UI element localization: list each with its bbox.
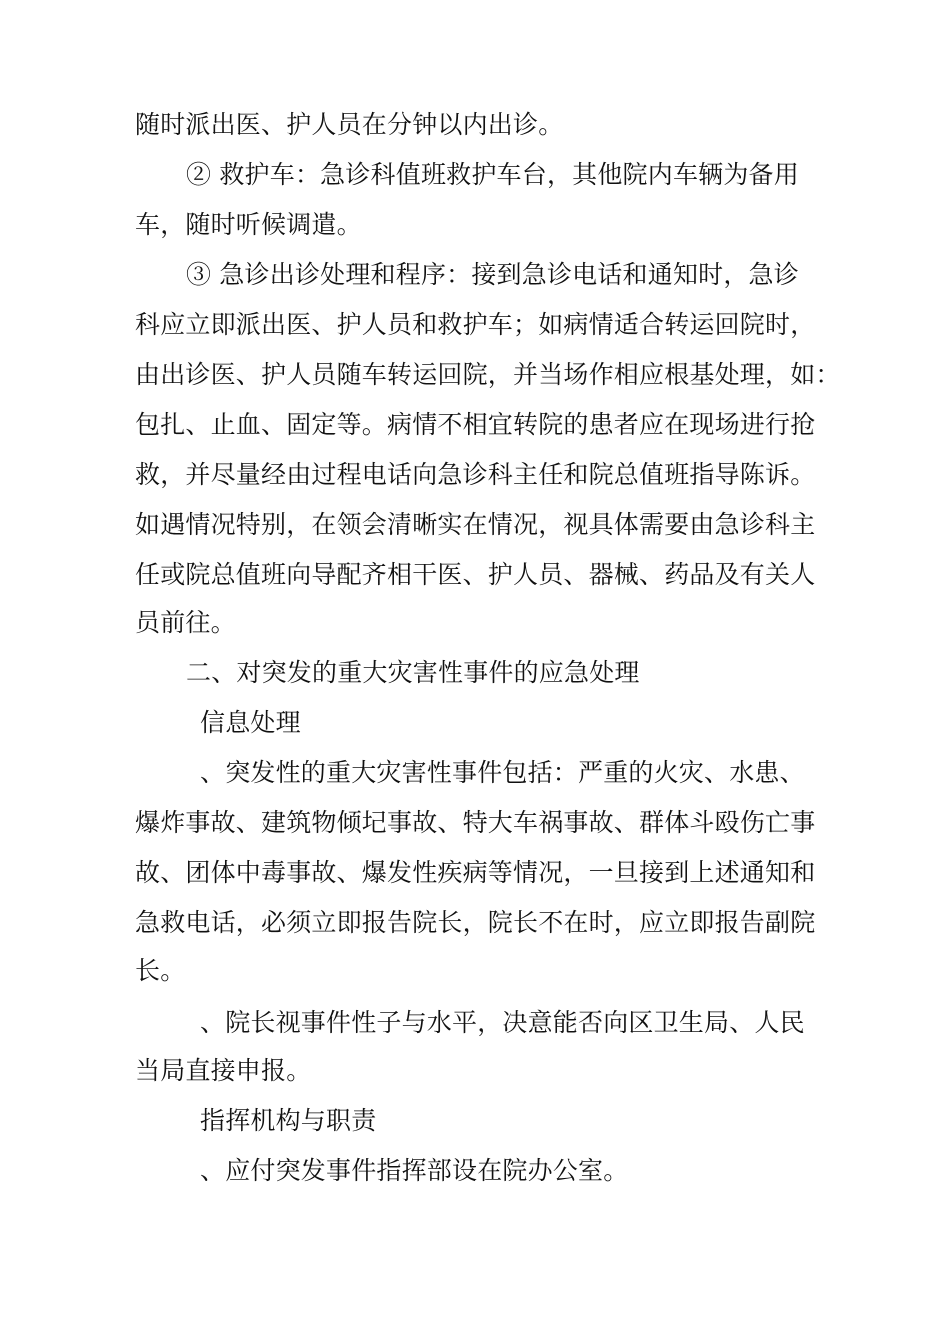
body-text-line: 随时派出医、护人员在分钟以内出诊。 [135, 110, 564, 139]
section-heading: 二、对突发的重大灾害性事件的应急处理 [186, 658, 640, 687]
body-text-line: 当局直接申报。 [135, 1056, 312, 1085]
body-text-line: 员前往。 [135, 608, 236, 637]
body-text-line: 包扎、止血、固定等。病情不相宜转院的患者应在现场进行抢 [135, 410, 816, 439]
list-item: 、突发性的重大灾害性事件包括：严重的火灾、水患、 [200, 758, 805, 787]
body-text-line: 科应立即派出医、护人员和救护车；如病情适合转运回院时， [135, 310, 816, 339]
body-text-line: 爆炸事故、建筑物倾圮事故、特大车祸事故、群体斗殴伤亡事 [135, 808, 816, 837]
list-item: 、应付突发事件指挥部设在院办公室。 [200, 1156, 629, 1185]
body-text-line: 如遇情况特别，在领会清晰实在情况，视具体需要由急诊科主 [135, 510, 816, 539]
list-item-procedure: ③ 急诊出诊处理和程序：接到急诊电话和通知时，急诊 [186, 260, 799, 289]
subsection-heading: 指挥机构与职责 [200, 1106, 377, 1135]
body-text-line: 任或院总值班向导配齐相干医、护人员、器械、药品及有关人 [135, 560, 816, 589]
body-text-line: 长。 [135, 956, 186, 985]
body-text-line: 救，并尽量经由过程电话向急诊科主任和院总值班指导陈诉。 [135, 460, 816, 489]
list-item: 、院长视事件性子与水平，决意能否向区卫生局、人民 [200, 1008, 805, 1037]
body-text-line: 由出诊医、护人员随车转运回院，并当场作相应根基处理，如： [135, 360, 841, 389]
body-text-line: 车，随时听候调遣。 [135, 210, 362, 239]
list-item-ambulance: ② 救护车：急诊科值班救护车台，其他院内车辆为备用 [186, 160, 799, 189]
subsection-heading: 信息处理 [200, 708, 301, 737]
body-text-line: 故、团体中毒事故、爆发性疾病等情况，一旦接到上述通知和 [135, 858, 816, 887]
body-text-line: 急救电话，必须立即报告院长，院长不在时，应立即报告副院 [135, 908, 816, 937]
